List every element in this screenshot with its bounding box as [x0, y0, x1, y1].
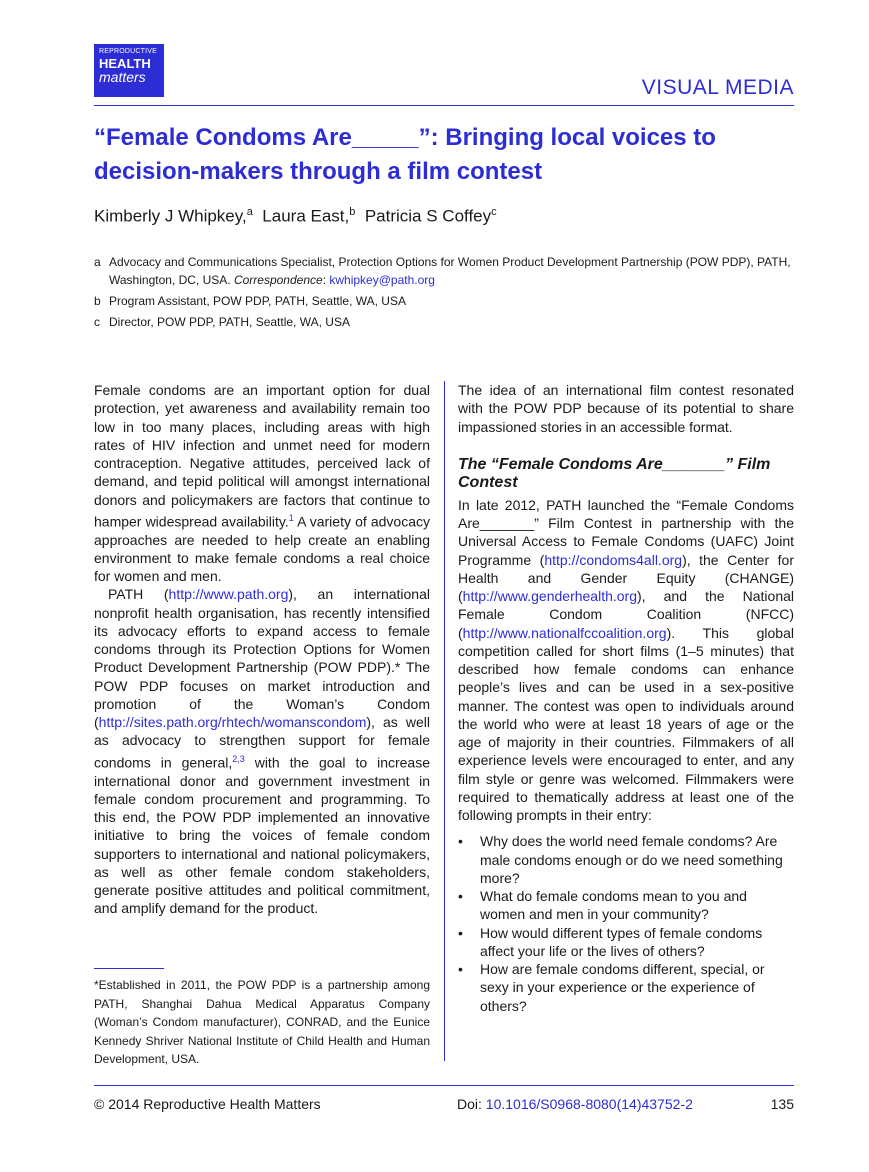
nfcc-link[interactable]: http://www.nationalfccoalition.org — [462, 624, 667, 641]
left-column — [94, 381, 430, 918]
affiliation-text: Director, POW PDP, PATH, Seattle, WA, USA — [109, 315, 350, 329]
author-list — [94, 206, 497, 227]
author-name: Laura East, — [262, 206, 350, 226]
section-label: VISUAL MEDIA — [641, 76, 794, 99]
change-link[interactable]: http://www.genderhealth.org — [462, 588, 638, 604]
uafc-link[interactable]: http://condoms4all.org — [544, 551, 683, 568]
body-paragraph: PATH (http://www.path.org), an international nonprofit health organisation, has recently intensified its advocacy efforts to expand access to female condoms through its Protection Options for Women Product Development Partnership (POW PDP).* The POW PDP focuses on market introduction and promotion of the Woman’s Condom (http://sites.path.org/rhtech/womanscondom), as well as advocacy to strengthen support for female condoms in general,$^{2,3}$ with the goal to increase international donor and government investment in female condom procurement and programming. To this end, the POW PDP implemented an innovative initiative to bring the voices of female condom supporters to international and national policymakers, as well as other female condom stakeholders, generate positive attitudes and political commitment, and amplify demand for the product. — [94, 586, 430, 917]
author-affiliation-mark: b — [349, 206, 356, 218]
correspondence-label: Correspondence — [233, 273, 323, 287]
reference-marker[interactable]: 1 — [288, 512, 294, 523]
list-item: • How are female condoms different, special, or sexy in your experience or the experience of others? — [458, 960, 794, 1015]
logo-line-3: matters — [99, 69, 146, 85]
affiliation-label: b — [94, 294, 101, 308]
author-affiliation-mark: c — [491, 206, 497, 218]
copyright: © 2014 Reproductive Health Matters — [94, 1096, 321, 1112]
body-paragraph: Female condoms are an important option for dual protection, yet awareness and availability remain too low in too many places, including areas with high rates of HIV infection and unmet need for modern contraception. Negative attitudes, perceived lack of demand, and tepid political will amongst international donors and policymakers are factors that continue to hamper widespread availability.$^1$ A variety of advocacy approaches are needed to help create an enabling environment to make female condoms a real choice for women and men. — [94, 382, 430, 585]
affiliation-label: a — [94, 255, 101, 269]
doi: Doi: 10.1016/S0968-8080(14)43752-2 — [457, 1096, 693, 1112]
reference-marker[interactable]: 2,3 — [232, 753, 245, 764]
list-item: • What do female condoms mean to you and women and men in your community? — [458, 887, 794, 924]
doi-link[interactable]: 10.1016/S0968-8080(14)43752-2 — [485, 1096, 693, 1112]
correspondence-email-link[interactable]: kwhipkey@path.org — [329, 273, 435, 287]
page-number: 135 — [770, 1096, 794, 1112]
journal-logo — [94, 44, 164, 97]
right-column — [458, 381, 794, 1015]
footer-rule — [94, 1085, 794, 1086]
author-affiliation-mark: a — [246, 206, 253, 218]
logo-line-1: REPRODUCTIVE — [99, 48, 158, 55]
affiliation-item — [94, 313, 796, 331]
column-divider — [444, 381, 445, 1061]
header-rule — [94, 105, 794, 106]
womans-condom-link[interactable]: http://sites.path.org/rhtech/womanscondom — [98, 714, 367, 731]
body-paragraph: The idea of an international film contest resonated with the POW PDP because of its potential to share impassioned stories in an accessible format. — [458, 382, 794, 435]
affiliation-text: Program Assistant, POW PDP, PATH, Seattle, WA, USA — [109, 294, 406, 308]
article-title: “Female Condoms Are_____”: Bringing local voices to decision-makers through a film contest — [94, 124, 716, 185]
affiliation-item — [94, 292, 796, 310]
author-name: Patricia S Coffey — [364, 206, 492, 226]
affiliations — [94, 253, 796, 334]
prompt-list — [458, 832, 794, 1015]
body-paragraph: In late 2012, PATH launched the “Female Condoms Are_______” Film Contest in partnership with the Universal Access to Female Condoms (UAFC) Joint Programme (http://condoms4all.org), the Center for Health and Gender Equity (CHANGE) (http://www.genderhealth.org), and the National Female Condom Coalition (NFCC) (http://www.nationalfccoalition.org). This global competition called for short films (1–5 minutes) that described how female condoms can enhance people’s lives and can be used in a sex-positive manner. The contest was open to individuals around the world who were at least 18 years of age or the age of majority in their countries. Filmmakers of all experience levels were encouraged to enter, and any film style or genre was welcomed. Filmmakers were required to thematically address at least one of the following prompts in their entry: — [458, 496, 794, 823]
affiliation-label: c — [94, 315, 100, 329]
logo-line-2: HEALTH — [99, 56, 151, 71]
footnote: *Established in 2011, the POW PDP is a partnership among PATH, Shanghai Dahua Medical Apparatus Company (Woman’s Condom manufacturer), CONRAD, and the Eunice Kennedy Shriver National Institute of Child Health and Human Development, USA. — [94, 978, 430, 1066]
list-item: • How would different types of female condoms affect your life or the lives of others? — [458, 924, 794, 961]
author-name: Kimberly J Whipkey, — [94, 206, 247, 226]
list-item: • Why does the world need female condoms? Are male condoms enough or do we need something more? — [458, 832, 794, 887]
path-link[interactable]: http://www.path.org — [168, 586, 289, 603]
affiliation-text: Advocacy and Communications Specialist, Protection Options for Women Product Development Partnership (POW PDP), PATH, Washington, DC, USA. — [109, 255, 791, 287]
footnote-rule — [94, 968, 164, 969]
section-heading: The “Female Condoms Are_______” Film Contest — [458, 455, 771, 491]
affiliation-item: a Advocacy and Communications Specialist, Protection Options for Women Product Development Partnership (POW PDP), PATH, Washington, DC, USA. Correspondence: kwhipkey@path.org — [94, 255, 791, 287]
